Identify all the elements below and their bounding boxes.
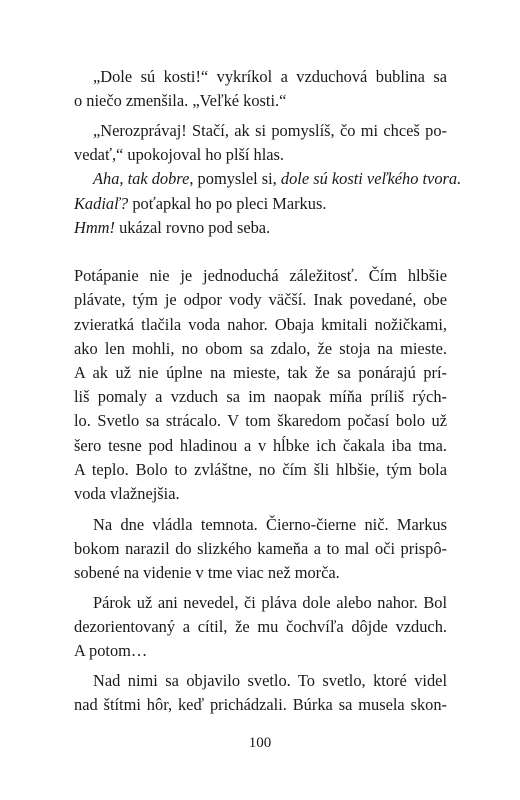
text-line (74, 91, 447, 111)
text-line (74, 290, 447, 310)
text-line (74, 339, 447, 359)
text-run: sobené na videnie v tme viac než morča. (74, 563, 340, 582)
text-line (74, 363, 447, 383)
text-line (74, 411, 447, 431)
text-run: liš pomaly a vzduch sa im naopak míňa príliš rých- (74, 387, 447, 406)
text-line (74, 484, 447, 504)
text-line (74, 460, 447, 480)
text-line (74, 539, 447, 559)
text-line (93, 121, 447, 141)
text-line (74, 695, 447, 715)
text-run: nad štítmi hôr, keď prichádzali. Búrka sa musela skon- (74, 695, 447, 714)
text-run: poťapkal ho po pleci Markus. (128, 194, 327, 213)
text-run: Nad nimi sa objavilo svetlo. To svetlo, ktoré videl (93, 671, 447, 690)
text-line (93, 67, 447, 87)
text-line (93, 515, 447, 535)
text-line (93, 169, 462, 189)
text-run: „Nerozprávaj! Stačí, ak si pomyslíš, čo mi chceš po- (93, 121, 447, 140)
text-line (74, 315, 447, 335)
italic-text: Kadiaľ? (74, 194, 129, 213)
text-run: A teplo. Bolo to zvláštne, no čím šli hlbšie, tým bola (74, 460, 447, 479)
text-run: lo. Svetlo sa strácalo. V tom škaredom počasí bolo už (74, 411, 447, 430)
italic-text: Hmm! (74, 218, 115, 237)
text-run: voda vlažnejšia. (74, 484, 180, 503)
text-run: bokom narazil do slizkého kameňa a to mal oči prispô- (74, 539, 447, 558)
text-run: Na dne vládla temnota. Čierno-čierne nič. Markus (93, 515, 447, 534)
text-run: šero tesne pod hladinou a v hĺbke ich čakala iba tma. (74, 436, 447, 455)
text-run: ukázal rovno pod seba. (114, 218, 271, 237)
italic-text: Aha, tak dobre (93, 169, 190, 188)
text-line (74, 194, 447, 214)
text-run: zvieratká tlačila voda nahor. Obaja kmitali nožičkami, (74, 315, 447, 334)
text-run: Potápanie nie je jednoduchá záležitosť. Čím hlbšie (74, 266, 447, 285)
text-line (93, 593, 447, 613)
italic-text: dole sú kosti veľkého tvora. (280, 169, 462, 188)
text-run: A ak už nie úplne na mieste, tak že sa ponárajú prí- (74, 363, 447, 382)
text-line (74, 145, 447, 165)
text-line (74, 617, 447, 637)
text-line (74, 436, 447, 456)
text-line (74, 266, 447, 286)
text-run: „Dole sú kosti!“ vykríkol a vzduchová bublina sa (93, 67, 447, 86)
page-number: 100 (248, 735, 272, 751)
text-run: ako len mohli, no obom sa zdalo, že stoja na mieste. (74, 339, 447, 358)
text-run: A potom… (74, 641, 148, 660)
text-line (74, 641, 447, 661)
text-run: plávate, tým je odpor vody väčší. Inak povedané, obe (74, 290, 447, 309)
text-run: vedať,“ upokojoval ho plší hlas. (74, 145, 285, 164)
text-line (74, 218, 447, 238)
text-run: , pomyslel si, (189, 169, 281, 188)
text-line (74, 563, 447, 583)
text-run: o niečo zmenšila. „Veľké kosti.“ (74, 91, 287, 110)
text-run: dezorientovaný a cítil, že mu čochvíľa dôjde vzduch. (74, 617, 447, 636)
text-line (93, 671, 447, 691)
text-line (74, 387, 447, 407)
text-run: Párok už ani nevedel, či pláva dole alebo nahor. Bol (93, 593, 447, 612)
